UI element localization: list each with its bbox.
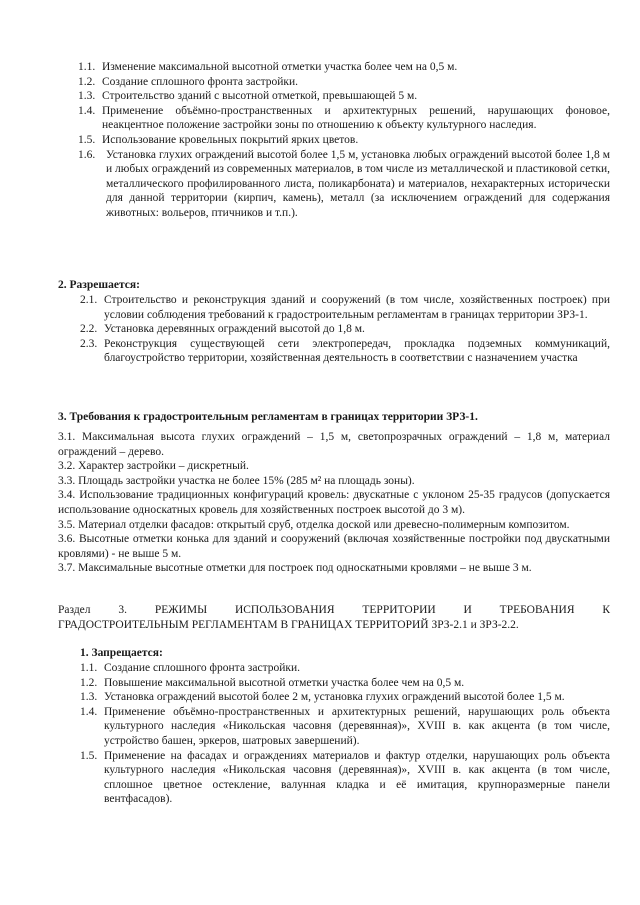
requirements-list (58, 430, 610, 576)
section-title-line-2: ГРАДОСТРОИТЕЛЬНЫМ РЕГЛАМЕНТАМ В ГРАНИЦАХ ТЕРРИТОРИЙ ЗРЗ-2.1 и ЗРЗ-2.2. (58, 619, 519, 631)
list-item: 2.1. Строительство и реконструкция зданий и сооружений (в том числе, хозяйственных построек) при условии соблюдения требований к градостроительным регламентам в границах территории ЗРЗ-1. (80, 294, 610, 321)
prohibitions-list-zrz2 (80, 661, 610, 807)
list-item: 1.2. Повышение максимальной высотной отметки участка более чем на 0,5 м. (80, 676, 465, 689)
list-item: 3.5. Материал отделки фасадов: открытый сруб, отделка доской или древесно-полимерным композитом. (58, 518, 570, 531)
list-item: 1.3. Строительство зданий с высотной отметкой, превышающей 5 м. (78, 90, 418, 103)
list-item: 2.3. Реконструкция существующей сети электропередач, прокладка подземных коммуникаций, благоустройство территории, хозяйственная деятельность в соответствии с назначением участка (80, 337, 610, 365)
list-item: 1.5. Использование кровельных покрытий ярких цветов. (78, 133, 359, 146)
list-item: 1.1. Изменение максимальной высотной отметки участка более чем на 0,5 м. (78, 61, 458, 73)
list-item: 3.3. Площадь застройки участка не более 15% (285 м² на площадь зоны). (58, 474, 415, 487)
list-item: 2.2. Установка деревянных ограждений высотой до 1,8 м. (80, 323, 365, 336)
list-item: 3.7. Максимальные высотные отметки для построек под односкатными кровлями – не выше 3 м. (58, 562, 532, 575)
list-item: 1.1. Создание сплошного фронта застройки. (80, 662, 300, 674)
list-item: 1.4. Применение объёмно-пространственных и архитектурных решений, нарушающих роль объекта культурного наследия «Никольская часовня (деревянная)», XVIII в. как акцента (в том числе, устройство башен, эркеров, шатровых завершений). (80, 705, 610, 747)
list-item: 1.4. Применение объёмно-пространственных и архитектурных решений, нарушающих фоновое, неакцентное положение застройки зоны по отношению к объекту культурного наследия. (78, 104, 610, 132)
list-item: 3.2. Характер застройки – дискретный. (58, 460, 249, 473)
prohibitions-list-zrz1 (78, 60, 610, 221)
heading-requirements-zrz1: 3. Требования к градостроительным регламентам в границах территории ЗРЗ-1. (58, 411, 478, 423)
heading-allowed: 2. Разрешается: (58, 279, 140, 291)
list-item: 1.6. Установка глухих ограждений высотой более 1,5 м, установка любых ограждений высотой более 1,8 м и любых ограждений из современных материалов, в том числе из металлической и пластиковой сетки, металлического профилированного листа, поликарбоната) и материалов, нехарактерных исторически для данной территории (кирпич, камень), металл (за исключением ограждений для содержания животных: вольеров, птичников и т.п.). (78, 148, 610, 219)
allowed-list (80, 293, 610, 366)
list-item: 1.2. Создание сплошного фронта застройки. (78, 75, 298, 88)
list-item: 3.6. Высотные отметки конька для зданий и сооружений (включая хозяйственные постройки под двускатными кровлями) - не выше 5 м. (58, 533, 610, 560)
list-item: 3.1. Максимальная высота глухих ограждений – 1,5 м, светопрозрачных ограждений – 1,8 м, материал ограждений – дерево. (58, 431, 610, 458)
list-item: 1.5. Применение на фасадах и ограждениях материалов и фактур отделки, нарушающих роль объекта культурного наследия «Никольская часовня (деревянная)», XVIII в. как акцента (в том числе, сплошное цветное остекление, валунная кладка и её имитация, крупноразмерные панели вентфасадов). (80, 749, 610, 806)
list-item: 1.3. Установка ограждений высотой более 2 м, установка глухих ограждений высотой более 1,5 м. (80, 691, 565, 704)
section-title-line-1: Раздел 3. РЕЖИМЫ ИСПОЛЬЗОВАНИЯ ТЕРРИТОРИИ И ТРЕБОВАНИЯ К (58, 604, 610, 616)
heading-prohibited: 1. Запрещается: (80, 647, 163, 659)
list-item: 3.4. Использование традиционных конфигураций кровель: двускатные с уклоном 25-35 градусов (допускается использование односкатных кровель для хозяйственных построек высотой до 3 м). (58, 489, 610, 516)
